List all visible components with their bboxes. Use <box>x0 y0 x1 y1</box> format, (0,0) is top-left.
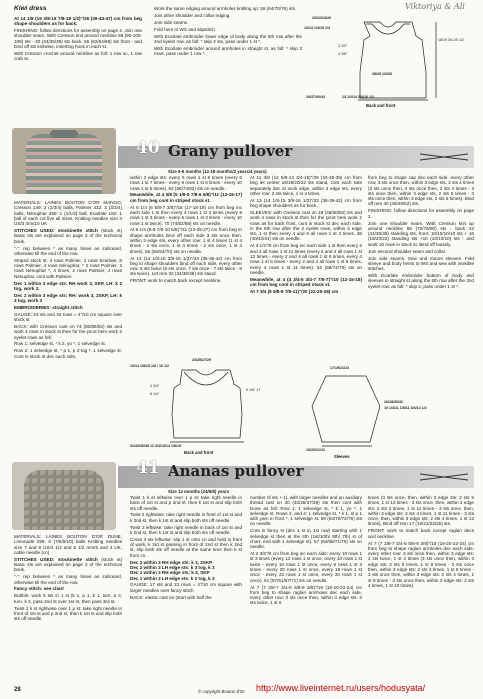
grany-sleeve-caption: Sleeves <box>334 454 350 459</box>
grany-c4-p1: from beg to shape cap dec each side, every other row, 3 sts once then, within 3 edge sts, 2 sts 4 times (3 sts once then, 4 sts once then, 2 sts 4 times - 3 sts once then, within 3 edge sts, 2 sts 5 times - 3 sts once then, within 3 edge sts, 2 sts 5 times). Bind off rem 40 (46/48/52) sts. <box>368 175 474 207</box>
kiwi-finishing: FINISHING: follow directions for assembly on page 2. Join one shoulder seam. With Cresson knit around neckline 86 (90-100-108) sts - 30 (34/36/38) sts back, 56 (62/64/68) sts front - and bind off sts knitwise, inserting hook in each st. <box>14 28 142 50</box>
ananas-col-1 <box>14 534 122 623</box>
grany-c2-p1: within 3 edge sts: every 6 rows 1 st 6 times (every 6 rows 1 st 7 times - every 8 rows 1 st 6 times - every 10 rows 1 st 5 times). 62 (66/74/82) sts on needle. <box>130 175 242 191</box>
ananas-title: Ananas pullover <box>168 462 304 480</box>
ananas-sweater-shape <box>24 470 104 530</box>
ananas-gauge: GAUGE: 17 sts and 21 rows = 4"/10 cm square with larger needles over fancy stitch <box>130 582 242 593</box>
kiwi-fold-hem: Fold hem to WS and slipstitch. <box>154 26 217 32</box>
grany-row1: Row 1: selvedge st, * k 2, yo *, 1 selvedge st. <box>14 341 106 347</box>
grany-diagram-label-4: 6 1/4" <box>150 392 160 396</box>
ananas-c2-p3: Twist 2 leftwise: take right needle in back of 1st st and k 2nd st, then k 1st st and slip both sts off needle. <box>130 524 242 535</box>
kiwi-embroider-lower: With Ecarlate embroider lower edge of body along the 5th row after the 2nd eyelet row, as foll: * skip 2 sts, pass under 1 st *. <box>154 33 302 44</box>
grany-diagram-label-5: 9 1/8" 17 <box>246 388 261 392</box>
ananas-c2-p2: Twist 2 rightwise: take right needle in front of 1st st and k 2nd st, then k 1st st and slip both sts off needle. <box>130 512 242 523</box>
grany-sweater-shape <box>26 134 102 194</box>
kiwi-label-5: 18/19 3/4 20 1/2 <box>438 38 464 42</box>
grany-col-4 <box>368 175 474 291</box>
ananas-c4-p3: At 7 (7 3/8-7 3/4-8 5/8-9 3/8)"/18 (19-20-22-24) cm from beg to shape raglan armholes dec each side, every other row: 3 sts once then, within 3 edge sts: 2 sts twice, 1 st 4 times (3 sts once then, within 3 edge sts: 2 sts 5 times, 1 st 9 times - 3 sts once then, within 3 edge sts: 2 sts 3 times, 1 st 8 times - 3 sts once then, within 3 edge sts: 2 sts 4 times, 1 st 9 times - 3 sts once then, within 3 edge sts: 2 sts 4 times, 1 st 10 times). <box>368 540 474 588</box>
ananas-c2-p5: Dec 2 within 3 RH edge sts: k 3, 2SKP <box>130 559 213 565</box>
grany-c3-p1: At 11 3/8 (12 5/8-13 3/4-15)"/29 (32-35-38) cm from beg let center 16/18/20/22 sts stand, cont each side separately dec at neck edge, within 3 edge sts, every other row: 2 sts twice, 1 st 4 times. <box>250 175 362 196</box>
grany-embroid: EMBROIDERIES: straight stitch <box>14 304 83 310</box>
grany-col-3 <box>250 175 362 296</box>
grany-back: BACK: with Cresson cast on 74 (80/86/92) sts and work 4 rows in stock st then for the picot hem work 2 eyelet rows as foll: <box>14 323 122 340</box>
grany-c2-p6: FRONT: work to match back except neckline. <box>130 278 222 284</box>
needles-icon <box>418 152 470 162</box>
grany-c4-p4: Join second shoulder seam and collar. <box>368 248 447 254</box>
grany-col-1 <box>14 200 122 361</box>
ananas-c4-p1: times (3 sts once, then, within 3 edge sts: 2 sts 5 times, 1 st 10 times - 3 sts once, then, within 3 edge sts: 2 sts 3 times, 1 st 11 times - 3 sts once, then, within 3 edge sts: 2 sts 4 times, 1 st 11 times - 3 sts once, then, within 3 edge sts: 2 sts 4 times, 1 st 12 times). Bind off rem 17 (19/21/23/25) sts. <box>368 495 474 527</box>
ananas-c3-p1: number of sts + 1). with larger needles and an auxiliary thread cast on 30 (33/36/37/39) sts then cont with Dune as foll: Row 1: 1 selvedge st, * k 1, yo *, 1 selvedge st. Rows 2, and 4: 1 selvedge st, * k 1, sl p 1 with yarn in front *, 1 selvedge st. 58 (64/70/72/76) sts on needle. <box>250 495 362 527</box>
kiwi-dress-title: Kiwi dress <box>14 5 47 12</box>
kiwi-label-3: 3 1/2" <box>338 44 348 48</box>
grany-materials: MATERIALS: LAINES BOUTON D'OR MANGO, Cresson 149: 2 (2/3/4) balls, Palmier 432: 3 (3/3/4) balls, Nénuphar 390: 1 (1/1/2) ball, Ecarlate 192: 1 ball of each col five all sizes. Knitting needles size 3 US/3 mm/10 UK <box>14 200 122 227</box>
grany-c3-p6: At 7 3/4 (8 5/8-9 7/8-11)"/20 (22-25-28) cm <box>250 288 339 294</box>
grany-back-caption: Back and front <box>184 450 214 455</box>
grany-header-band <box>118 138 474 168</box>
ananas-header-band <box>118 458 474 488</box>
grany-sizes: Size 6-9 months (12-18 months/2 years/4 years) <box>168 169 267 174</box>
grany-number: 40 <box>136 138 160 158</box>
ananas-c2-p7: Dec 1 within 3 RH edge sts: k 3, SKP <box>130 570 210 576</box>
grany-sleeve-label-2: 26/28/30/32 <box>384 400 403 404</box>
ananas-bobble: Bobble: work 5 sts in 1 st (k 1, p 1, k 1, turn, p 3, turn, k 3, pass 2nd st over 1st st, then pass 3rd st. <box>14 593 122 604</box>
grany-sleeve-svg <box>282 362 472 458</box>
ananas-c2-p8: Dec 1 within 3 LH edge sts: k 2 tog, k 3 <box>130 575 215 581</box>
grany-title: Grany pullover <box>168 142 293 160</box>
kiwi-body-outline <box>360 22 426 98</box>
ananas-materials: MATERIALS: LAINES BOUTON D'OR DUNE, Limonade 299: 6 (7/8/9/10) balls Knitting needles size 7 and 9 US/4 1/2 and 5 1/2 mm/6 and 4 UK, cable needle (cn) <box>14 534 122 555</box>
grany-diagram-label-6: 31/33/36/38 12 3/4/13/14 1/8/15 <box>130 444 181 448</box>
ananas-c3-p3: At 2 3/8"/6 cm from beg inc each side: every 10 rows 1 st 3 times (every 12 rows 1 st once, every 10 rows 1 st twice - every 10 rows 1 st once, every 8 rows 1 st 3 times - every 20 rows 1 st once, every 18 rows 1 st once - every 22 rows 1 st once, every 20 rows 1 st once). 51 (57/61/67/71) sts on needle. <box>250 551 362 583</box>
grany-rep: "-": rep between * as many times as indicated, otherwise till the end of the row. <box>14 245 122 256</box>
grany-photo <box>12 128 116 194</box>
ananas-number: 41 <box>136 458 160 478</box>
grany-dec2: Dec 2 within 3 edge sts: RH: work 3, 2SKP, LH: k 3 tog, work 3 <box>14 292 122 304</box>
kiwi-embroider-armhole: With Ecarlate embroider around armholes in straight st, as foll: * skip 3 rows, pass under 1 row *. <box>154 45 302 57</box>
top-left-column <box>14 16 142 63</box>
ananas-twist: Twist 1 k st rightwise over 1 p st: take right needle in front of 1st st and p 2nd st, then k 1st st and slip both sts off needle. <box>14 605 122 622</box>
ananas-col-4 <box>368 495 474 590</box>
ananas-stitches: STITCHES USED: stockinette stitch (stock st) Basic sts are explained on page 2 of the technical book. <box>14 556 122 573</box>
kiwi-label-8: 13 1/2/14 3/4/16 1/2 <box>342 95 374 99</box>
kiwi-crochet: With Cresson crochet around neckline as foll: 1 row sc, 1 row crab st. <box>14 50 142 62</box>
needles-icon-2 <box>418 472 470 482</box>
grany-striped: Striped stock st: 4 rows Palmier, 2 rows Ecarlate, 8 rows Palmier, 4 rows Nénuphar, * 2 rows Palmier, 2 rows Nénuphar *, 4 times, 2 rows Palmier, 4 rows Nénuphar, cont with Palmier. <box>14 257 122 279</box>
kiwi-neckline <box>366 24 410 34</box>
grany-c2-p5: At 13 (14 1/8-15 3/8-16 1/2)"/33 (36-39-42) cm from beg to shape shoulders bind off each side, every other row: 6 sts twice (6 sts once, 7 sts once - 7 sts twice - 8 sts twice). Let rem 32 (34/36/38) sts stand. <box>130 255 242 277</box>
ananas-col-3 <box>250 495 362 607</box>
ananas-c2-p6: Dec 2 within 3 LH edge sts: k 3 tog, k 3 <box>130 564 215 570</box>
ananas-col-2 <box>130 495 242 602</box>
kiwi-label-4: 4 3/8" <box>338 52 348 56</box>
grany-c2-p3: At 6 1/4 (6 5/8-7 3/8)"/16 (17-18-19) cm from beg inc each side 1 st then every 4 rows 1 st 3 times (every 6 rows 1 st 3 times - every 6 rows 1 st 3 times - every 10 rows 1 st twice). 70 (74/82/88) sts on needle. <box>130 204 242 226</box>
ananas-sizes: Size 12 months (24/6/8) years <box>168 489 230 494</box>
grany-stitches-title: STITCHES USED: stockinette stitch (stock st) Basic sts are explained on page 2 of the technical book. <box>14 228 122 244</box>
grany-c2-p2: Meanwhile, at 4 3/8 (5 1/8-5 7/8-6 5/8)"/11 (13-15-17) cm from beg cont in striped stock st. <box>130 192 242 203</box>
kiwi-join-side: Join side seams. <box>154 19 189 25</box>
grany-c4-p2: FINISHING: follow directions for assembly on page 2. <box>368 208 474 219</box>
page-number: 28 <box>14 687 21 693</box>
brand-logo: Viktoriya & Ali <box>405 2 465 11</box>
ananas-c2-p1: Twist 1 k st leftwise over 1 p st: take right needle in back of 1st st and p 2nd st, then k 1st st and slip both sts off needle. <box>130 495 242 511</box>
grany-c4-p6: With Ecarlate embroider bottom of body and sleeves in straight st along the 5th row after the 2nd eyelet row, as foll: * skip 2, pass under 1 st *. <box>368 273 474 289</box>
grany-c4-p5: Join side seams. Sew and mount sleeves. Fold sleeve and body hems to WS and sew with invisible stitches. <box>368 255 474 272</box>
ananas-fancy: Fancy stitch: see chart <box>14 586 64 592</box>
grany-sleeve-label-1: 17/19/21/23 <box>330 366 349 370</box>
kiwi-armhole-edging: Work the same edging around armholes knitting up: 58 (64/70/76) sts. <box>154 6 297 11</box>
watermark-link[interactable]: http://www.liveinternet.ru/users/hodusyata/ <box>256 683 426 693</box>
ananas-c4-p2: FRONT: work to match back except raglan decs and neckline. <box>368 528 474 539</box>
grany-diagram-label-1: 23/25/27/29 <box>192 358 211 362</box>
ananas-c2-p4: Cross 3 sts leftwise: slip 1 st onto cn and hold in front of work, k 3rd st passing in front of 2nd st then k 2nd st, slip both sts off needle at the same time then k st from cn. <box>130 536 242 558</box>
kiwi-front-shoulders: At 14 1/8 (15 3/8-16 7/8-18 1/2)"/36 (39-43-47) cm from beg shape shoulders as for back. <box>14 16 142 27</box>
top-mid-column <box>154 6 302 58</box>
grany-sleeve-label-3: 10 1/4/11 1/8/11 3/4/12 1/2 <box>384 406 427 410</box>
grany-diagram-label-3: 4 3/4" <box>150 384 160 388</box>
kiwi-label-2: 12/13 1/4/15 1/4 <box>304 26 330 30</box>
grany-collar-shape <box>50 130 78 138</box>
kiwi-label-7: 34/37/40/43 <box>306 95 325 99</box>
ananas-c3-p2: Cont in fancy st (dec 1 st in 1st row) starting with 1 selvedge st then at the 4th (1st/10th/ 9th/ 7th) st of chart, end with 1 selvedge st). 57 (63/69/71/75) sts on needle. <box>250 528 362 550</box>
kiwi-join-shoulder: Join other shoulder and collar edging. <box>154 12 231 18</box>
grany-diagram-label-2: 13/14 1/8/15 1/8 / 16 1/2 <box>130 364 169 368</box>
grany-c3-p5: Meanwhile, at 4 (4 3/4-5 3/4-7 7/8-7)"/10 (12-15-18) cm from beg cont in striped stock st. <box>250 276 362 288</box>
copyright-text: © copyright Bouton d'Or <box>198 689 245 694</box>
grany-back-svg <box>130 358 274 458</box>
kiwi-diagram-caption: Back and front <box>366 103 396 108</box>
grany-col-2 <box>130 175 242 285</box>
grany-sleeve-label-4: 19/20/21/22 <box>306 448 325 452</box>
ananas-photo <box>12 462 116 530</box>
grany-c3-p3: SLEEVES: with Cresson cast on 46 (48/50/52) sts and work 4 rows in stock st then for the picot hem work 2 rows as for back front, cont in stock st dec each side, in the 5th row after the 2 eyelet rows, within 3 edge sts, 1 st then every 4 and 6 all rows 1 st 3 times. 38 (40/42/44) sts on needle. <box>250 209 362 242</box>
grany-gauge: GAUGE: 24 sts and 34 rows = 4"/10 cm square over stock st <box>14 311 122 323</box>
grany-c2-p4: At 8 1/4 (9-9 7/8-10 5/8)"/21 (23-25-27) cm from beg to shape armholes bind off each side 3 sts once then, within 3 edge sts, every other row: 1 st 4 times (1 st 4 times - 2 sts once, 1 st 4 times - 2 sts once, 1 st 4 times). 56 (60/64/70) sts on needle. <box>130 227 242 254</box>
grany-dec1: Dec 1 within 3 edge sts: RH work 3, SKP, LH: k 2 tog, work 3. <box>14 280 122 291</box>
ananas-back: BACK: elastic cast on (start with half the <box>130 594 212 600</box>
grany-c4-p3: Join one shoulder seam. With Cresson knit up around neckline 68 (72/76/80) sts - back 32 (34/36/38) standing sts, front: 10/10/10/10 sts + 16 (18/20/22) standing sts +10 (10/10/10) sts - and work 10 rows in stock st. Bind off loosely. <box>368 220 474 247</box>
ananas-c3-p4: At 7 (7 3/8-7 3/4-8 5/8-9 3/8)"/18 (19-20-22-24) cm from beg to shape raglan armholes dec each side, every other row: 3 sts once then, within 3 edge sts: 2 sts twice, 1 st 6 <box>250 584 362 606</box>
grany-c3-p4: At 3 1/2"/9 cm from beg inc each side 1 st then every 2 and 4 all rows 1 st 11 times (every 2 and 4 all rows 1 st 13 times - every 2 and 4 all rows 1 st 9 times, every 4 rows 1 st 6 times - every 2 and 4 all rows 1 st 5 times, every 4 rows 1 st 11 times). 62 (68/74/78) sts on needle. <box>250 243 362 275</box>
ananas-rep: "-": rep between * as many times as indicated, otherwise till the end of the row. <box>14 574 122 585</box>
kiwi-label-6: 28/29 1/2/33 <box>372 72 392 76</box>
grany-back-diagram <box>130 358 274 458</box>
kiwi-label-1: 20/22/24/26 <box>312 16 331 20</box>
grany-sleeve-diagram <box>282 362 472 458</box>
grany-c3-p2: At 13 (14 1/8-15 3/8-16 1/2)"/33 (36-39-42) cm from beg shape shoulders as for back. <box>250 197 362 209</box>
kiwi-schematic <box>302 14 474 110</box>
grany-row2: Row 2: 1 selvedge st, * p 1, p 2 tog *, 1 selvedge st. Cont in stock st dec each side, <box>14 348 122 359</box>
